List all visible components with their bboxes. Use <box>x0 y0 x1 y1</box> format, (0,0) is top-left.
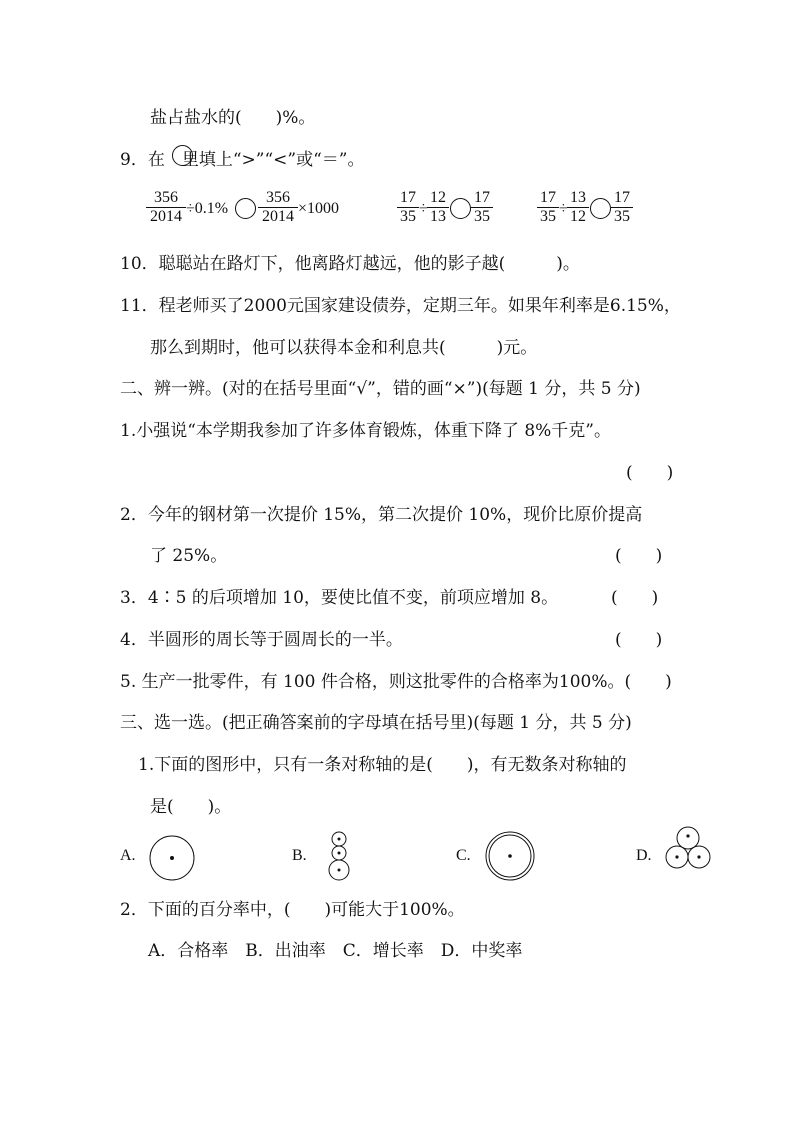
answer-circle-1[interactable] <box>235 198 256 219</box>
q11-line2: 那么到期时，他可以获得本金和利息共( )元。 <box>150 338 538 358</box>
choice2-text: 2．下面的百分率中，( )可能大于100%。 <box>120 900 465 920</box>
fraction-13-12: $\frac{13}{12}$ <box>567 189 589 226</box>
choice2-options: A．合格率 B．出油率 C．增长率 D．中奖率 <box>148 941 523 961</box>
option-c-label: C. <box>456 847 471 864</box>
operator-div-percent: ÷0.1% <box>186 200 229 217</box>
q9-text: 9．在 里填上“>”“<”或“＝”。 <box>120 150 365 170</box>
section2-heading: 二、辨一辨。(对的在括号里面“√”，错的画“×”)(每题 1 分，共 5 分) <box>120 379 641 399</box>
answer-circle-2[interactable] <box>450 198 471 219</box>
option-c-concentric-circles-icon <box>484 830 536 882</box>
choice1-line1: 1.下面的图形中，只有一条对称轴的是( )，有无数条对称轴的 <box>138 755 627 775</box>
fraction-17-35-a: $\frac{17}{35}$ <box>397 189 419 226</box>
option-d-three-circles-icon <box>662 824 714 872</box>
option-b-label: B. <box>292 847 307 864</box>
judge2-line2: 了 25%。 <box>150 546 228 566</box>
q11-line1: 11．程老师买了2000元国家建设债券，定期三年。如果年利率是6.15%， <box>120 296 681 316</box>
fraction-12-13: $\frac{12}{13}$ <box>427 189 449 226</box>
judge2-answer[interactable]: ( ) <box>615 546 663 566</box>
q8-continuation: 盐占盐水的( )%。 <box>150 108 316 128</box>
judge5-text: 5. 生产一批零件，有 100 件合格，则这批零件的合格率为100%。( ) <box>120 672 672 692</box>
judge3-answer[interactable]: ( ) <box>611 588 659 608</box>
operator-times-1000: ×1000 <box>298 200 340 217</box>
judge4-answer[interactable]: ( ) <box>615 630 663 650</box>
option-a-label: A. <box>120 847 136 864</box>
option-a-circle-icon <box>148 834 196 882</box>
operator-div-2: ÷ <box>559 200 568 217</box>
judge3-text: 3．4∶5 的后项增加 10，要使比值不变，前项应增加 8。 <box>120 588 559 608</box>
section3-heading: 三、选一选。(把正确答案前的字母填在括号里)(每题 1 分，共 5 分) <box>120 713 632 733</box>
fraction-17-35-c: $\frac{17}{35}$ <box>537 189 559 226</box>
compare-circle-icon <box>172 145 193 166</box>
judge1-answer[interactable]: ( ) <box>626 463 674 483</box>
fraction-17-35-d: $\frac{17}{35}$ <box>611 189 633 226</box>
fraction-356-2014-right: $\frac{356}{2014}$ <box>258 189 298 226</box>
judge2-line1: 2．今年的钢材第一次提价 15%，第二次提价 10%，现价比原价提高 <box>120 505 643 525</box>
judge4-text: 4．半圆形的周长等于圆周长的一半。 <box>120 630 403 650</box>
option-d-label: D. <box>636 847 652 864</box>
fraction-17-35-b: $\frac{17}{35}$ <box>471 189 493 226</box>
choice1-line2: 是( )。 <box>150 797 232 817</box>
option-b-stacked-circles-icon <box>322 829 356 884</box>
operator-div: ÷ <box>419 200 428 217</box>
answer-circle-3[interactable] <box>590 198 611 219</box>
q10-text: 10．聪聪站在路灯下，他离路灯越远，他的影子越( )。 <box>120 254 580 274</box>
judge1-text: 1.小强说“本学期我参加了许多体育锻炼，体重下降了 8%千克”。 <box>120 421 611 441</box>
fraction-356-2014-left: $\frac{356}{2014}$ <box>146 189 186 226</box>
